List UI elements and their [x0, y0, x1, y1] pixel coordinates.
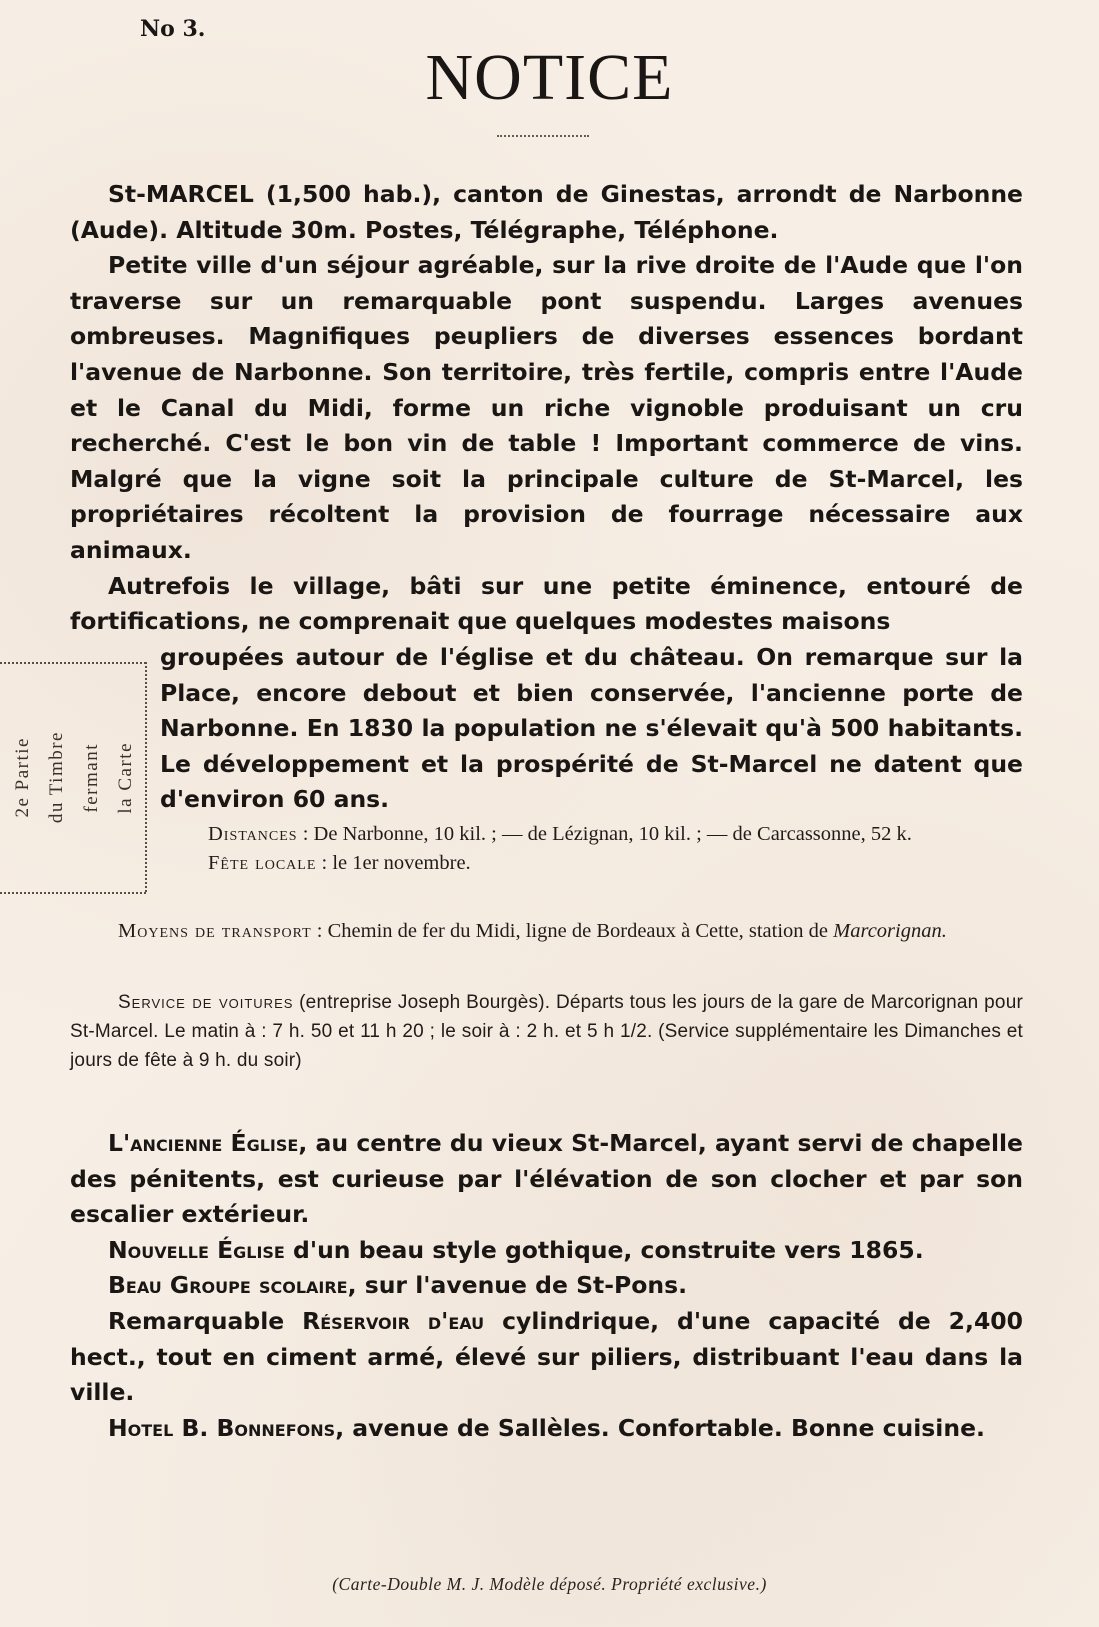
distances-note	[160, 820, 1023, 849]
history-block	[160, 640, 1023, 818]
landmark-ancienne-eglise	[70, 1126, 1023, 1233]
landmark-label: L'ancienne Église	[108, 1129, 299, 1157]
landmark-prefix: Remarquable	[108, 1306, 303, 1335]
transport-label: Moyens de transport	[118, 920, 312, 942]
fete-label: Fête locale	[208, 851, 317, 874]
stamp-line-1: 2e Partie	[12, 737, 33, 818]
stamp-line-3: fermant	[80, 742, 102, 813]
landmark-reservoir	[70, 1304, 1023, 1411]
intro-paragraph-2: Petite ville d'un séjour agréable, sur la rive droite de l'Aude que l'on traverse sur un remarquable pont suspendu. Larges avenues ombreuses. Magnifiques peupliers de diverses essences bordant l'avenue de Narbonne. Son territoire, très fertile, compris entre l'Aude et le Canal du Midi, forme un riche vignoble produisant un cru recherché. C'est le bon vin de table ! Important commerce de vins. Malgré que la vigne soit la principale culture de St-Marcel, les propriétaires récoltent la provision de fourrage nécessaire aux animaux.	[70, 251, 1023, 564]
fete-text: : le 1er novembre.	[316, 851, 471, 874]
landmark-text: , au centre du vieux St-Marcel, ayant servi de chapelle des pénitents, est curieuse par l'élévation de son clocher et par son escalier extérieur.	[70, 1129, 1023, 1229]
intro-paragraph-3a: Autrefois le village, bâti sur une petite éminence, entouré de fortifications, ne comprenait que quelques modestes maisons	[70, 571, 1023, 636]
stamp-line-4: la Carte	[114, 741, 136, 814]
distances-text: : De Narbonne, 10 kil. ; — de Lézignan, 10 kil. ; — de Carcassonne, 52 k.	[297, 823, 912, 845]
voitures-paragraph	[70, 988, 1023, 1075]
stamp-line-2: du Timbre	[46, 731, 68, 824]
distances-label: Distances	[208, 823, 298, 845]
landmark-nouvelle-eglise	[70, 1233, 1023, 1269]
stamp-area-label	[12, 690, 137, 865]
intro-location-text: canton de Ginestas, arrondt de Narbonne (Aude). Altitude 30m. Postes, Télégraphe, Téléphone.	[70, 180, 1023, 244]
stamp-border-right	[145, 662, 147, 892]
landmark-groupe-scolaire	[70, 1268, 1023, 1304]
landmark-text: , sur l'avenue de St-Pons.	[347, 1271, 688, 1300]
transport-text: : Chemin de fer du Midi, ligne de Bordeaux à Cette, station de	[311, 920, 834, 942]
landmarks-block	[70, 1126, 1023, 1446]
intro-paragraph-1	[70, 177, 1023, 248]
intro-block	[70, 177, 1023, 640]
landmark-label: Hotel B. Bonnefons	[108, 1413, 336, 1442]
footer-copyright: (Carte-Double M. J. Modèle déposé. Propriété exclusive.)	[332, 1574, 767, 1594]
transport-paragraph	[70, 917, 1023, 946]
intro-paragraph-3b: groupées autour de l'église et du château. On remarque sur la Place, encore debout et bien conservée, l'ancienne porte de Narbonne. En 1830 la population ne s'élevait qu'à 500 habitants. Le développement et la prospérité de St-Marcel ne datent que d'environ 60 ans.	[160, 643, 1023, 814]
landmark-text: cylindrique, d'une capacité de 2,400 hect., tout en ciment armé, élevé sur piliers, distribuant l'eau dans la ville.	[70, 1306, 1023, 1407]
notice-number: No 3.	[140, 16, 206, 42]
fete-note	[160, 849, 1023, 878]
transport-note	[70, 917, 1023, 946]
landmark-label: Nouvelle Église	[108, 1235, 285, 1264]
landmark-label: Réservoir d'eau	[302, 1306, 485, 1335]
town-name: St-MARCEL	[108, 180, 254, 208]
landmark-text: , avenue de Sallèles. Confortable. Bonne cuisine.	[335, 1413, 985, 1442]
stamp-border-bottom	[0, 892, 146, 894]
population: (1,500 hab.),	[265, 180, 442, 208]
page-title: NOTICE	[425, 41, 674, 114]
transport-station: Marcorignan.	[833, 920, 947, 942]
stamp-border-top	[0, 662, 146, 664]
distances-fete-notes	[160, 820, 1023, 877]
voitures-text: (entreprise Joseph Bourgès). Départs tous les jours de la gare de Marcorignan pour St-Marcel. Le matin à : 7 h. 50 et 11 h 20 ; le soir à : 2 h. et 5 h 1/2. (Service supplémentaire les Dimanches et jours de fête à 9 h. du soir)	[70, 992, 1023, 1071]
landmark-text: d'un beau style gothique, construite vers 1865.	[284, 1235, 924, 1264]
voitures-label: Service de voitures	[118, 992, 294, 1013]
landmark-label: Beau Groupe scolaire	[108, 1271, 348, 1300]
landmark-hotel	[70, 1411, 1023, 1447]
voitures-note	[70, 988, 1023, 1075]
title-dotted-rule	[497, 135, 589, 137]
